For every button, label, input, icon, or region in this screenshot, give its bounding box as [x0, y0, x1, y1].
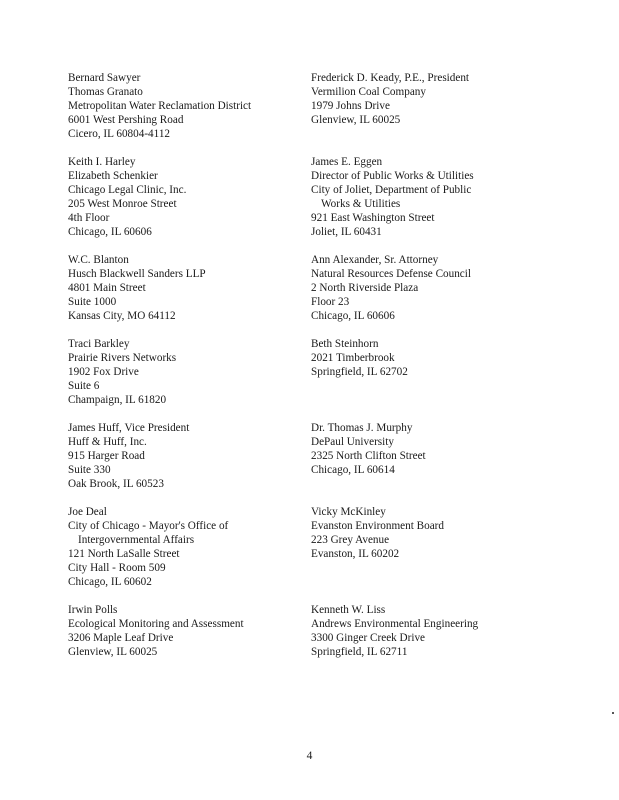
- address-block: [68, 155, 186, 239]
- address-line: Glenview, IL 60025: [311, 114, 401, 126]
- address-line: DePaul University: [311, 436, 394, 448]
- address-block: [68, 253, 206, 323]
- address-line: Cicero, IL 60804-4112: [68, 128, 171, 140]
- address-line: Suite 6: [68, 380, 100, 392]
- address-line: 2 North Riverside Plaza: [311, 282, 419, 294]
- address-line: 915 Harger Road: [68, 450, 145, 462]
- address-block: [311, 155, 474, 239]
- address-line: Natural Resources Defense Council: [311, 268, 471, 280]
- address-line: Oak Brook, IL 60523: [68, 478, 164, 490]
- address-block: [311, 71, 469, 127]
- address-line: Joe Deal: [68, 506, 107, 518]
- address-line: 1902 Fox Drive: [68, 366, 139, 378]
- address-line: Vicky McKinley: [311, 506, 386, 518]
- address-line: Chicago, IL 60606: [68, 226, 152, 238]
- address-line: Ann Alexander, Sr. Attorney: [311, 254, 439, 266]
- address-line: 3300 Ginger Creek Drive: [311, 632, 426, 644]
- address-block: [68, 337, 176, 407]
- address-line: Prairie Rivers Networks: [68, 352, 177, 364]
- address-line: 4801 Main Street: [68, 282, 146, 294]
- address-line: Ecological Monitoring and Assessment: [68, 618, 244, 630]
- address-line: Kenneth W. Liss: [311, 604, 386, 616]
- address-line: Huff & Huff, Inc.: [68, 436, 147, 448]
- address-line: Springfield, IL 62702: [311, 366, 408, 378]
- address-line: Suite 330: [68, 464, 111, 476]
- address-line: Champaign, IL 61820: [68, 394, 167, 406]
- address-line: Glenview, IL 60025: [68, 646, 158, 658]
- address-line: Floor 23: [311, 296, 350, 308]
- address-line: City of Chicago - Mayor's Office of: [68, 520, 229, 532]
- address-line: Chicago Legal Clinic, Inc.: [68, 184, 187, 196]
- address-block: [311, 505, 444, 561]
- address-block: [311, 603, 478, 659]
- address-line: Works & Utilities: [321, 198, 401, 210]
- address-line: Thomas Granato: [68, 86, 143, 98]
- address-block: [68, 71, 251, 141]
- address-line: 6001 West Pershing Road: [68, 114, 184, 126]
- address-line: Dr. Thomas J. Murphy: [311, 422, 413, 434]
- address-block: [68, 505, 228, 589]
- address-line: Intergovernmental Affairs: [78, 534, 195, 546]
- address-line: Beth Steinhorn: [311, 338, 379, 350]
- address-line: James Huff, Vice President: [68, 422, 190, 434]
- address-line: Bernard Sawyer: [68, 72, 141, 84]
- address-line: Irwin Polls: [68, 604, 118, 616]
- address-line: 4th Floor: [68, 212, 110, 224]
- address-line: Chicago, IL 60614: [311, 464, 395, 476]
- address-line: Vermilion Coal Company: [311, 86, 426, 98]
- address-line: 223 Grey Avenue: [311, 534, 390, 546]
- address-line: Keith I. Harley: [68, 156, 136, 168]
- address-block: [311, 253, 471, 323]
- address-line: Husch Blackwell Sanders LLP: [68, 268, 206, 280]
- address-line: Joliet, IL 60431: [311, 226, 382, 238]
- address-line: Frederick D. Keady, P.E., President: [311, 72, 470, 84]
- address-line: Springfield, IL 62711: [311, 646, 408, 658]
- address-line: 205 West Monroe Street: [68, 198, 177, 210]
- address-line: City Hall - Room 509: [68, 562, 166, 574]
- address-line: Chicago, IL 60602: [68, 576, 152, 588]
- address-line: W.C. Blanton: [68, 254, 129, 266]
- address-line: 921 East Washington Street: [311, 212, 435, 224]
- address-line: Traci Barkley: [68, 338, 130, 350]
- address-line: Evanston Environment Board: [311, 520, 444, 532]
- address-line: Metropolitan Water Reclamation District: [68, 100, 252, 112]
- address-line: 2325 North Clifton Street: [311, 450, 426, 462]
- address-line: Chicago, IL 60606: [311, 310, 395, 322]
- address-line: 2021 Timberbrook: [311, 352, 395, 364]
- address-block: [311, 337, 408, 379]
- address-line: Kansas City, MO 64112: [68, 310, 176, 322]
- address-line: City of Joliet, Department of Public: [311, 184, 472, 196]
- address-line: Evanston, IL 60202: [311, 548, 400, 560]
- address-line: 3206 Maple Leaf Drive: [68, 632, 174, 644]
- address-line: 1979 Johns Drive: [311, 100, 390, 112]
- address-block: [68, 421, 189, 491]
- page-number: 4: [306, 750, 313, 762]
- address-line: James E. Eggen: [311, 156, 383, 168]
- address-line: Andrews Environmental Engineering: [311, 618, 479, 630]
- address-line: Elizabeth Schenkier: [68, 170, 158, 182]
- address-block: [311, 421, 426, 477]
- address-line: Director of Public Works & Utilities: [311, 170, 474, 182]
- stray-mark: [612, 712, 614, 714]
- address-line: 121 North LaSalle Street: [68, 548, 180, 560]
- address-line: Suite 1000: [68, 296, 117, 308]
- address-block: [68, 603, 244, 659]
